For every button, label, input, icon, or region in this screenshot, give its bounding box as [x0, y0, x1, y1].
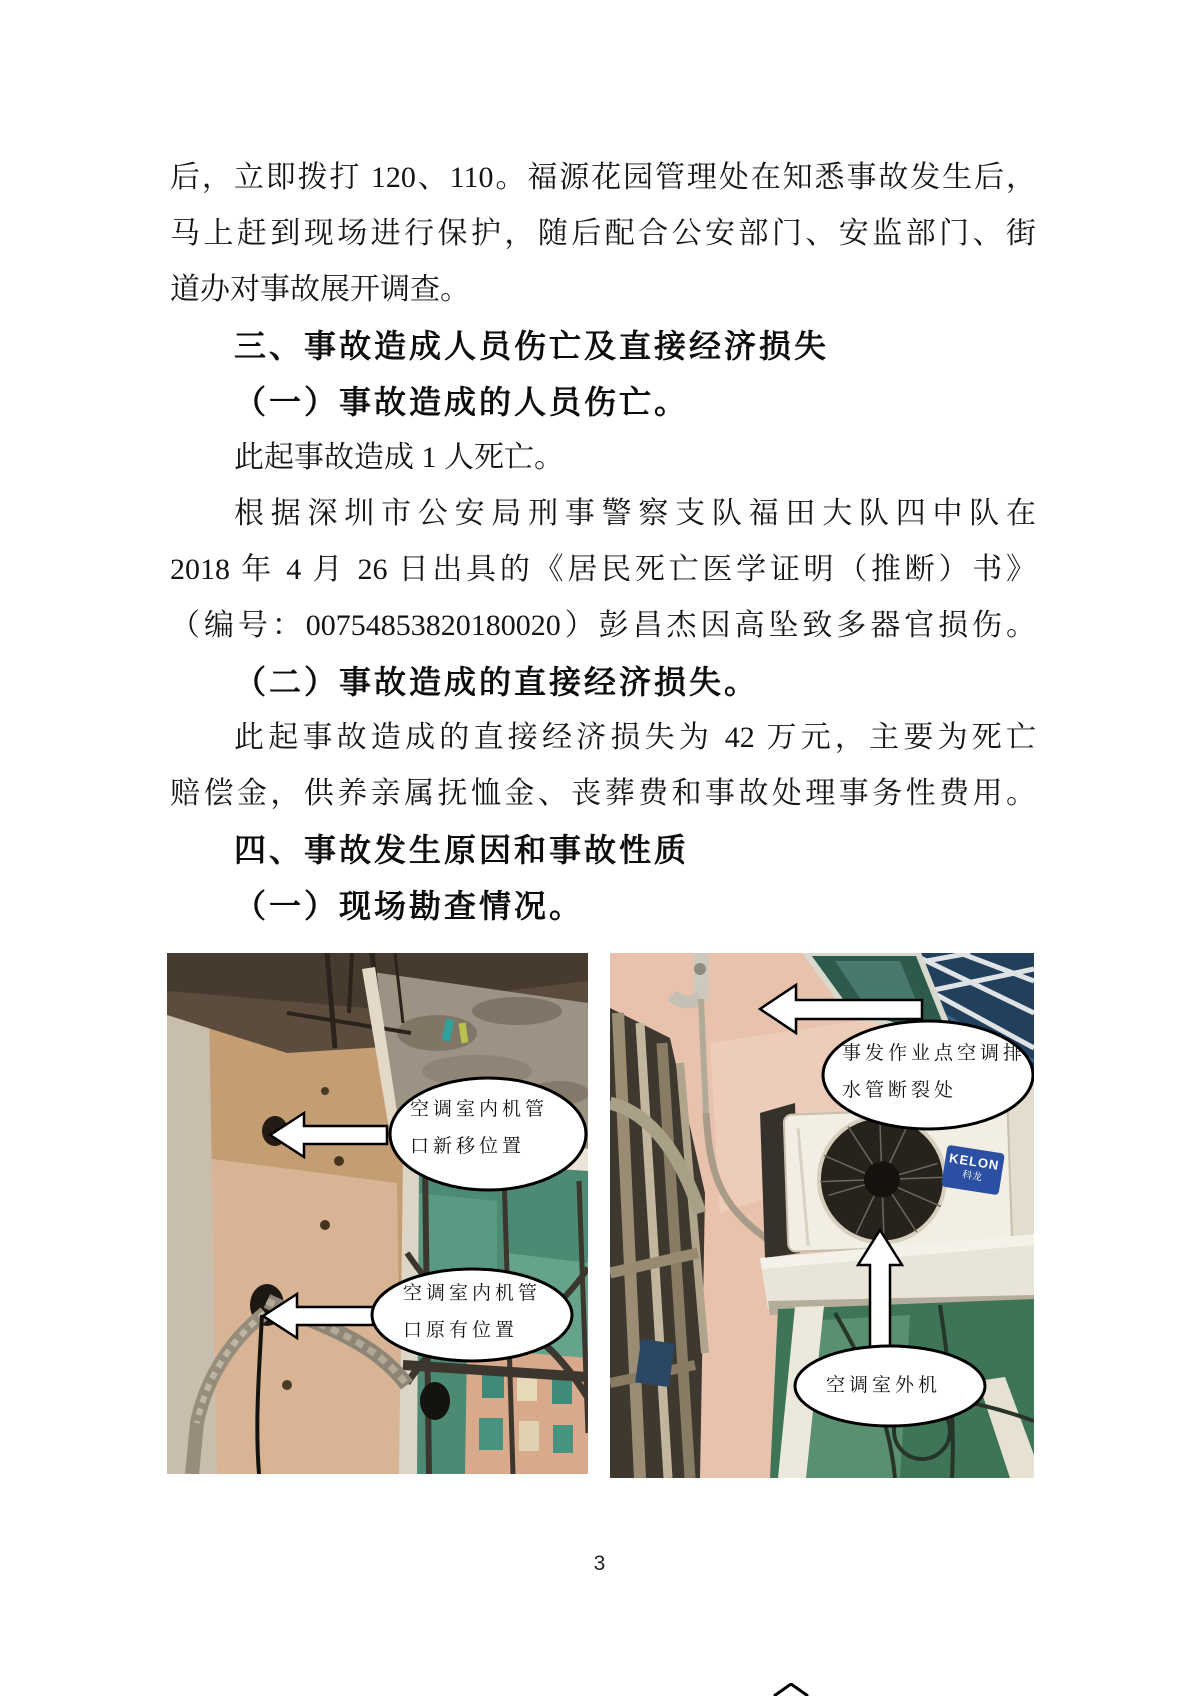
- callout-original-position-text: [403, 1275, 541, 1349]
- page-number: 3: [593, 1552, 606, 1575]
- photo-right-scene: [610, 953, 1034, 1478]
- grille-hole: [420, 1382, 450, 1420]
- paragraph-line: 马上赶到现场进行保护，随后配合公安部门、安监部门、街: [170, 217, 1036, 250]
- paragraph-line: 2018 年 4 月 26 日出具的《居民死亡医学证明（推断）书》: [170, 553, 1036, 586]
- callout-line: 口新移位置: [410, 1136, 526, 1157]
- subsection-heading-4-1: （一）现场勘查情况。: [234, 888, 585, 924]
- paragraph-line: 此起事故造成的直接经济损失为 42 万元，主要为死亡: [234, 721, 1036, 754]
- callout-broken-pipe-text: [842, 1035, 1026, 1109]
- section-heading-4: 四、事故发生原因和事故性质: [234, 832, 690, 868]
- photo-left-scene: [167, 953, 588, 1474]
- paragraph-line: （编号：00754853820180020）彭昌杰因高坠致多器官损伤。: [170, 609, 1036, 642]
- report-body: [170, 150, 1036, 934]
- photo-indoor-wall: [167, 953, 588, 1474]
- paragraph-line: 后，立即拨打 120、110。福源花园管理处在知悉事故发生后，: [170, 161, 1036, 194]
- photo-outdoor-unit: [610, 953, 1034, 1478]
- next-page-arrow-tip-icon: [772, 1683, 810, 1696]
- section-heading-3: 三、事故造成人员伤亡及直接经济损失: [234, 328, 830, 364]
- callout-line: 空调室外机: [826, 1375, 942, 1396]
- callout-line: 空调室内机管: [410, 1099, 549, 1120]
- callout-line: 水管断裂处: [842, 1080, 958, 1101]
- callout-new-position-text: [410, 1091, 548, 1165]
- subsection-heading-3-2: （二）事故造成的直接经济损失。: [234, 664, 760, 700]
- subsection-heading-3-1: （一）事故造成的人员伤亡。: [234, 384, 690, 420]
- callout-line: 空调室内机管: [403, 1283, 542, 1304]
- paragraph-line: 道办对事故展开调查。: [170, 273, 470, 306]
- paragraph-line: 根据深圳市公安局刑事警察支队福田大队四中队在: [234, 497, 1036, 530]
- callout-line: 事发作业点空调排: [842, 1043, 1027, 1064]
- callout-outdoor-unit-text: [826, 1367, 941, 1404]
- callout-line: 口原有位置: [403, 1320, 519, 1341]
- brand-name-cn: 科龙: [961, 1169, 983, 1184]
- brand-name: KELON: [948, 1150, 1001, 1173]
- paragraph-line: 此起事故造成 1 人死亡。: [234, 441, 564, 474]
- kelon-badge: [941, 1145, 1005, 1196]
- paragraph-line: 赔偿金，供养亲属抚恤金、丧葬费和事故处理事务性费用。: [170, 777, 1036, 810]
